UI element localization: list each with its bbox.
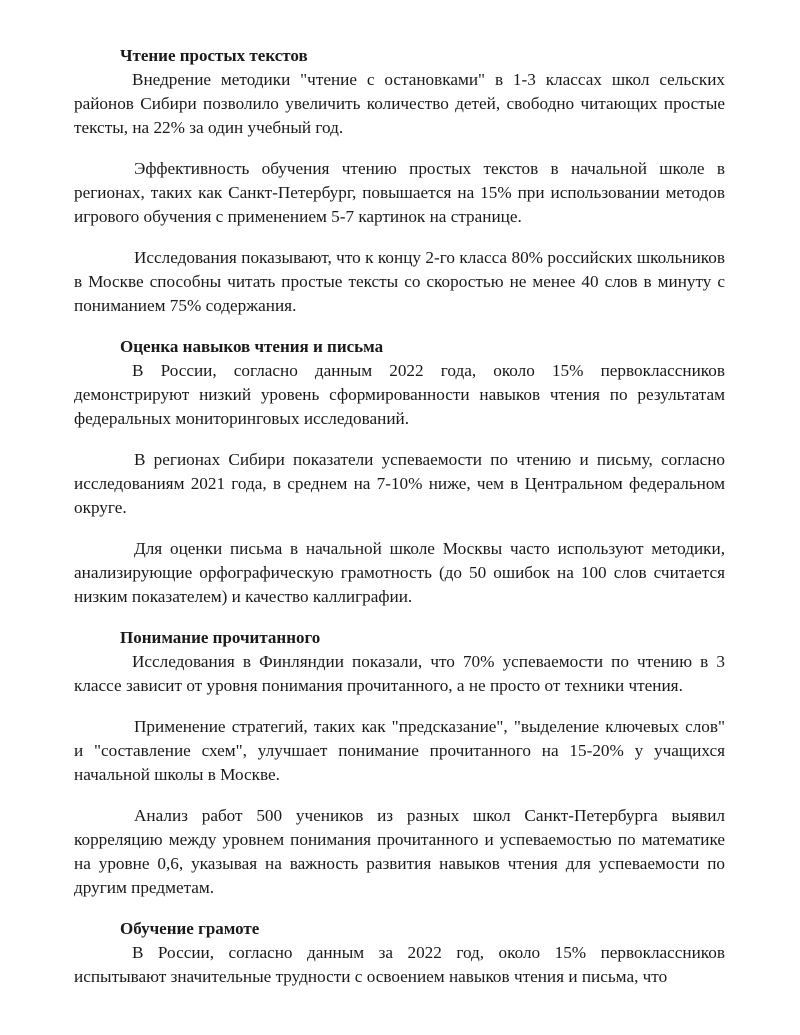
paragraph: Исследования показывают, что к концу 2-го класса 80% российских школьников в Москве способны читать простые тексты со скоростью не менее 40 слов в минуту с пониманием 75% содержания. bbox=[74, 248, 725, 315]
document-page bbox=[74, 44, 725, 989]
paragraph: В регионах Сибири показатели успеваемости по чтению и письму, согласно исследованиям 2021 года, в среднем на 7-10% ниже, чем в Центральном федеральном округе. bbox=[74, 450, 725, 517]
paragraph: Анализ работ 500 учеников из разных школ Санкт-Петербурга выявил корреляцию между уровнем понимания прочитанного и успеваемостью по математике на уровне 0,6, указывая на важность развития навыков чтения для успеваемости по другим предметам. bbox=[74, 806, 725, 897]
paragraph: Внедрение методики "чтение с остановками" в 1-3 классах школ сельских районов Сибири позволило увеличить количество детей, свободно читающих простые тексты, на 22% за один учебный год. bbox=[74, 70, 725, 137]
section-simple-texts bbox=[74, 44, 725, 318]
paragraph: Исследования в Финляндии показали, что 70% успеваемости по чтению в 3 классе зависит от уровня понимания прочитанного, а не просто от техники чтения. bbox=[74, 652, 725, 695]
section-heading: Обучение грамоте bbox=[120, 919, 260, 938]
paragraph: В России, согласно данным за 2022 год, около 15% первоклассников испытывают значительные трудности с освоением навыков чтения и письма, что bbox=[74, 943, 725, 986]
paragraph: Для оценки письма в начальной школе Москвы часто используют методики, анализирующие орфографическую грамотность (до 50 ошибок на 100 слов считается низким показателем) и качество каллиграфии. bbox=[74, 539, 725, 606]
paragraph: В России, согласно данным 2022 года, около 15% первоклассников демонстрируют низкий уровень сформированности навыков чтения по результатам федеральных мониторинговых исследований. bbox=[74, 361, 725, 428]
paragraph: Эффективность обучения чтению простых текстов в начальной школе в регионах, таких как Санкт-Петербург, повышается на 15% при использовании методов игрового обучения с применением 5-7 картинок на странице. bbox=[74, 159, 725, 226]
section-heading: Оценка навыков чтения и письма bbox=[120, 337, 384, 356]
paragraph: Применение стратегий, таких как "предсказание", "выделение ключевых слов" и "составление схем", улучшает понимание прочитанного на 15-20% у учащихся начальной школы в Москве. bbox=[74, 717, 725, 784]
section-literacy-training bbox=[74, 917, 725, 989]
section-skills-assessment bbox=[74, 335, 725, 609]
section-reading-comprehension bbox=[74, 626, 725, 900]
section-heading: Понимание прочитанного bbox=[120, 628, 321, 647]
section-heading: Чтение простых текстов bbox=[120, 46, 308, 65]
